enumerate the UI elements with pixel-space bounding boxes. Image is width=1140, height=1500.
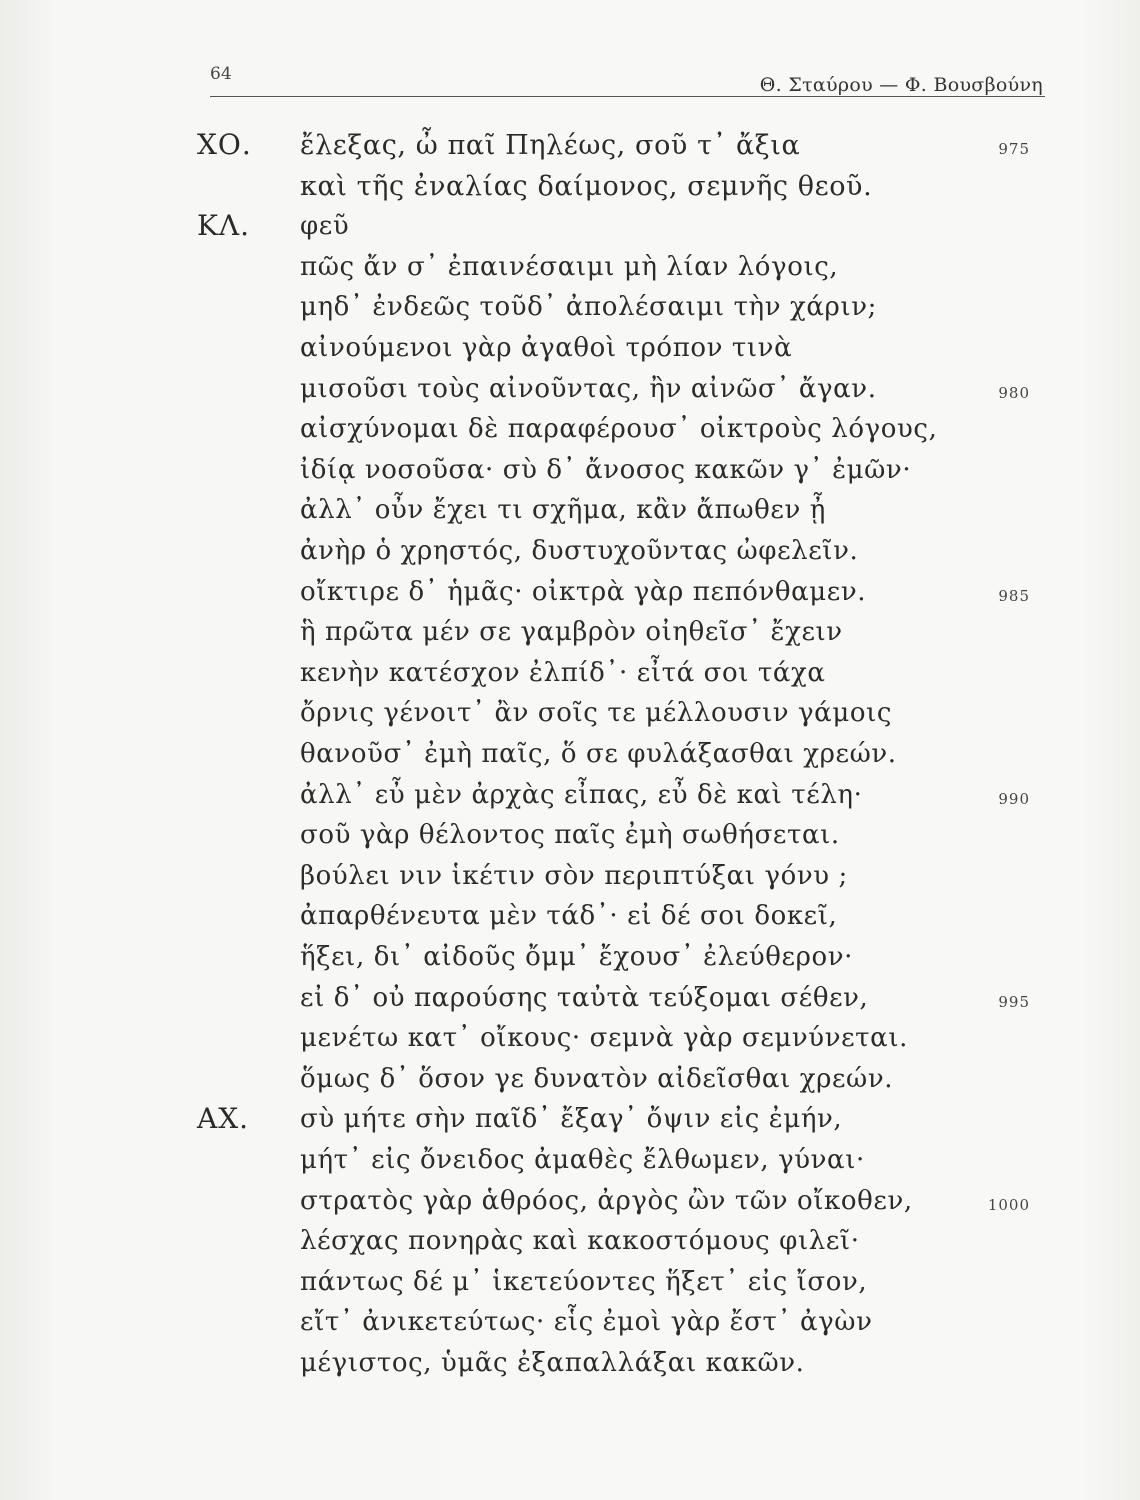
page-header bbox=[210, 62, 1045, 97]
line-number: 1000 bbox=[987, 1195, 1030, 1214]
verse-line bbox=[0, 818, 1140, 858]
verse-line bbox=[0, 778, 1140, 818]
verse-line bbox=[0, 1265, 1140, 1305]
verse-line bbox=[0, 1102, 1140, 1142]
verse-line bbox=[0, 453, 1140, 493]
verse-line bbox=[0, 615, 1140, 655]
verse-line bbox=[0, 859, 1140, 899]
line-number: 975 bbox=[998, 140, 1030, 158]
page-number: 64 bbox=[210, 64, 232, 84]
verse-line bbox=[0, 534, 1140, 574]
verse-text: ἀλλ᾽ οὖν ἔχει τι σχῆμα, κἂν ἄπωθεν ᾖ bbox=[300, 495, 826, 526]
verse-text: φεῦ bbox=[300, 211, 350, 242]
verse-text: κενὴν κατέσχον ἐλπίδ᾽· εἶτά σοι τάχα bbox=[300, 657, 826, 688]
verse-line bbox=[0, 575, 1140, 615]
verse-line bbox=[0, 1346, 1140, 1386]
verse-line bbox=[0, 737, 1140, 777]
verse-text: εἰ δ᾽ οὐ παρούσης ταὐτὰ τεύξομαι σέθεν, bbox=[300, 982, 869, 1013]
verse-text: ἔλεξας, ὦ παῖ Πηλέως, σοῦ τ᾽ ἄξια bbox=[300, 130, 801, 161]
verse-line bbox=[0, 493, 1140, 533]
verse-text: μήτ᾽ εἰς ὄνειδος ἀμαθὲς ἔλθωμεν, γύναι· bbox=[300, 1145, 865, 1175]
verse-text: ἀλλ᾽ εὖ μὲν ἀρχὰς εἶπας, εὖ δὲ καὶ τέλη· bbox=[300, 779, 863, 810]
verse-text: μηδ᾽ ἐνδεῶς τοῦδ᾽ ἀπολέσαιμι τὴν χάριν; bbox=[300, 292, 877, 323]
verse-text: ὄρνις γένοιτ᾽ ἂν σοῖς τε μέλλουσιν γάμοις bbox=[300, 698, 893, 729]
verse-text: μισοῦσι τοὺς αἰνοῦντας, ἢν αἰνῶσ᾽ ἄγαν. bbox=[300, 373, 877, 404]
verse-text: σοῦ γὰρ θέλοντος παῖς ἐμὴ σωθήσεται. bbox=[300, 820, 840, 851]
verse-line bbox=[0, 290, 1140, 330]
verse-line bbox=[0, 412, 1140, 452]
verse-text: αἰσχύνομαι δὲ παραφέρουσ᾽ οἰκτροὺς λόγους, bbox=[300, 414, 938, 445]
verse-text: λέσχας πονηρὰς καὶ κακοστόμους φιλεῖ· bbox=[300, 1226, 860, 1257]
verse-text: θανοῦσ᾽ ἐμὴ παῖς, ὅ σε φυλάξασθαι χρεών. bbox=[300, 739, 897, 769]
verse-line bbox=[0, 899, 1140, 939]
speaker-label: ΚΛ. bbox=[197, 209, 251, 243]
verse-line bbox=[0, 372, 1140, 412]
line-number: 980 bbox=[998, 383, 1030, 402]
verse-text: οἴκτιρε δ᾽ ἡμᾶς· οἰκτρὰ γὰρ πεπόνθαμεν. bbox=[300, 576, 867, 607]
verse-line bbox=[0, 1143, 1140, 1183]
verse-text: πῶς ἄν σ᾽ ἐπαινέσαιμι μὴ λίαν λόγοις, bbox=[300, 251, 839, 282]
verse-line bbox=[0, 1062, 1140, 1102]
verse-line bbox=[0, 128, 1140, 168]
verse-text: καὶ τῆς ἐναλίας δαίμονος, σεμνῆς θεοῦ. bbox=[300, 170, 873, 202]
verse-text: βούλει νιν ἱκέτιν σὸν περιπτύξαι γόνυ ; bbox=[300, 860, 848, 891]
line-number: 995 bbox=[998, 992, 1030, 1011]
line-number: 985 bbox=[998, 586, 1030, 605]
verse-line bbox=[0, 1184, 1140, 1224]
verse-line bbox=[0, 981, 1140, 1021]
verse-line bbox=[0, 331, 1140, 371]
verse-line bbox=[0, 1224, 1140, 1264]
verse-line bbox=[0, 1305, 1140, 1345]
verse-text: στρατὸς γὰρ ἁθρόος, ἀργὸς ὢν τῶν οἴκοθεν, bbox=[300, 1185, 913, 1216]
speaker-label: ΑΧ. bbox=[197, 1102, 250, 1136]
verse-text: μενέτω κατ᾽ οἴκους· σεμνὰ γὰρ σεμνύνεται. bbox=[300, 1023, 908, 1054]
verse-line bbox=[0, 209, 1140, 249]
line-number: 990 bbox=[998, 789, 1030, 808]
verse-text: ἰδίᾳ νοσοῦσα· σὺ δ᾽ ἄνοσος κακῶν γ᾽ ἐμῶν· bbox=[300, 454, 912, 485]
verse-line bbox=[0, 696, 1140, 736]
verse-text: ἣ πρῶτα μέν σε γαμβρὸν οἰηθεῖσ᾽ ἔχειν bbox=[300, 617, 843, 648]
verse-text: μέγιστος, ὑμᾶς ἐξαπαλλάξαι κακῶν. bbox=[300, 1348, 805, 1378]
verse-line bbox=[0, 169, 1140, 209]
verse-text: σὺ μήτε σὴν παῖδ᾽ ἔξαγ᾽ ὄψιν εἰς ἐμήν, bbox=[300, 1104, 843, 1135]
verse-line bbox=[0, 1021, 1140, 1061]
verse-text: ἥξει, δι᾽ αἰδοῦς ὄμμ᾽ ἔχουσ᾽ ἐλεύθερον· bbox=[300, 942, 854, 972]
running-head: Θ. Σταύρου — Φ. Βουσβούνη bbox=[759, 74, 1043, 96]
speaker-label: ΧΟ. bbox=[197, 128, 252, 161]
verse-text: πάντως δέ μ᾽ ἱκετεύοντες ἥξετ᾽ εἰς ἴσον, bbox=[300, 1266, 868, 1297]
verse-text: ὅμως δ᾽ ὅσον γε δυνατὸν αἰδεῖσθαι χρεών. bbox=[300, 1063, 894, 1094]
verse-text: εἴτ᾽ ἀνικετεύτως· εἷς ἐμοὶ γὰρ ἔστ᾽ ἀγὼν bbox=[300, 1307, 873, 1338]
verse-text: ἀνὴρ ὁ χρηστός, δυστυχοῦντας ὠφελεῖν. bbox=[300, 536, 859, 566]
verse-line bbox=[0, 656, 1140, 696]
verse-line bbox=[0, 250, 1140, 290]
verse-line bbox=[0, 940, 1140, 980]
verse-text: ἀπαρθένευτα μὲν τάδ᾽· εἰ δέ σοι δοκεῖ, bbox=[300, 901, 838, 932]
verse-text: αἰνούμενοι γὰρ ἀγαθοὶ τρόπον τινὰ bbox=[300, 333, 793, 363]
